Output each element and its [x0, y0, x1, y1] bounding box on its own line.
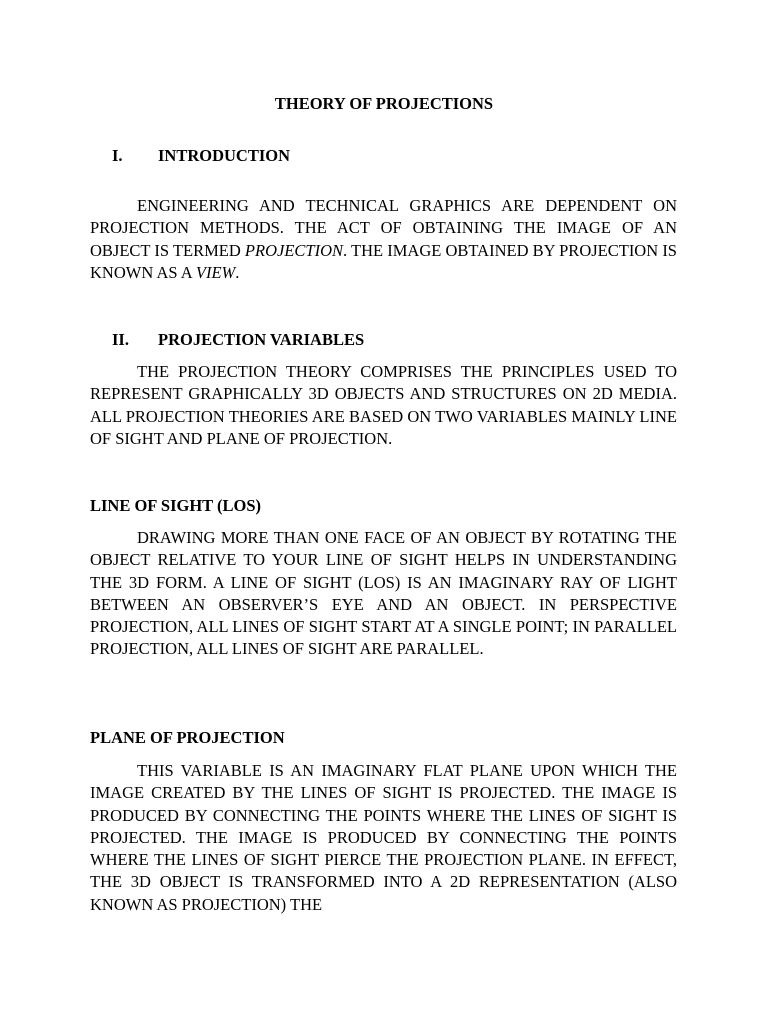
- italic-term-view: VIEW: [195, 262, 236, 282]
- paragraph-introduction: [90, 195, 677, 284]
- subheading-plane-of-projection: PLANE OF PROJECTION: [90, 728, 285, 747]
- section-heading-projection-variables: [112, 329, 412, 351]
- paragraph-text: ENGINEERING AND TECHNICAL GRAPHICS ARE DEPENDENT ON PROJECTION METHODS. THE ACT OF OBTAINING THE IMAGE OF AN OBJECT IS TERMED: [90, 196, 677, 260]
- section-number: I.: [112, 146, 123, 165]
- paragraph-projection-variables: THE PROJECTION THEORY COMPRISES THE PRINCIPLES USED TO REPRESENT GRAPHICALLY 3D OBJECTS AND STRUCTURES ON 2D MEDIA. ALL PROJECTION THEORIES ARE BASED ON TWO VARIABLES MAINLY LINE OF SIGHT AND PLANE OF PROJECTION.: [90, 362, 677, 448]
- paragraph-text: . THE IMAGE OBTAINED BY PROJECTION IS KNOWN AS A: [90, 240, 677, 282]
- section-title: INTRODUCTION: [158, 146, 291, 165]
- paragraph-plane-of-projection: THIS VARIABLE IS AN IMAGINARY FLAT PLANE UPON WHICH THE IMAGE CREATED BY THE LINES OF SIGHT IS PROJECTED. THE IMAGE IS PRODUCED BY CONNECTING THE POINTS WHERE THE LINES OF SIGHT IS PROJECTED. THE IMAGE IS PRODUCED BY CONNECTING THE POINTS WHERE THE LINES OF SIGHT PIERCE THE PROJECTION PLANE. IN EFFECT, THE 3D OBJECT IS TRANSFORMED INTO A 2D REPRESENTATION (ALSO KNOWN AS PROJECTION) THE: [90, 761, 677, 914]
- section-title: PROJECTION VARIABLES: [158, 330, 365, 349]
- paragraph-text: .: [235, 262, 240, 282]
- subheading-line-of-sight: LINE OF SIGHT (LOS): [90, 496, 262, 515]
- italic-term-projection: PROJECTION: [244, 240, 343, 260]
- section-heading-introduction: [112, 145, 332, 167]
- document-title: THEORY OF PROJECTIONS: [274, 94, 494, 113]
- paragraph-line-of-sight: DRAWING MORE THAN ONE FACE OF AN OBJECT BY ROTATING THE OBJECT RELATIVE TO YOUR LINE OF SIGHT HELPS IN UNDERSTANDING THE 3D FORM. A LINE OF SIGHT (LOS) IS AN IMAGINARY RAY OF LIGHT BETWEEN AN OBSERVER’S EYE AND AN OBJECT. IN PERSPECTIVE PROJECTION, ALL LINES OF SIGHT START AT A SINGLE POINT; IN PARALLEL PROJECTION, ALL LINES OF SIGHT ARE PARALLEL.: [90, 528, 677, 659]
- section-number: II.: [112, 330, 129, 349]
